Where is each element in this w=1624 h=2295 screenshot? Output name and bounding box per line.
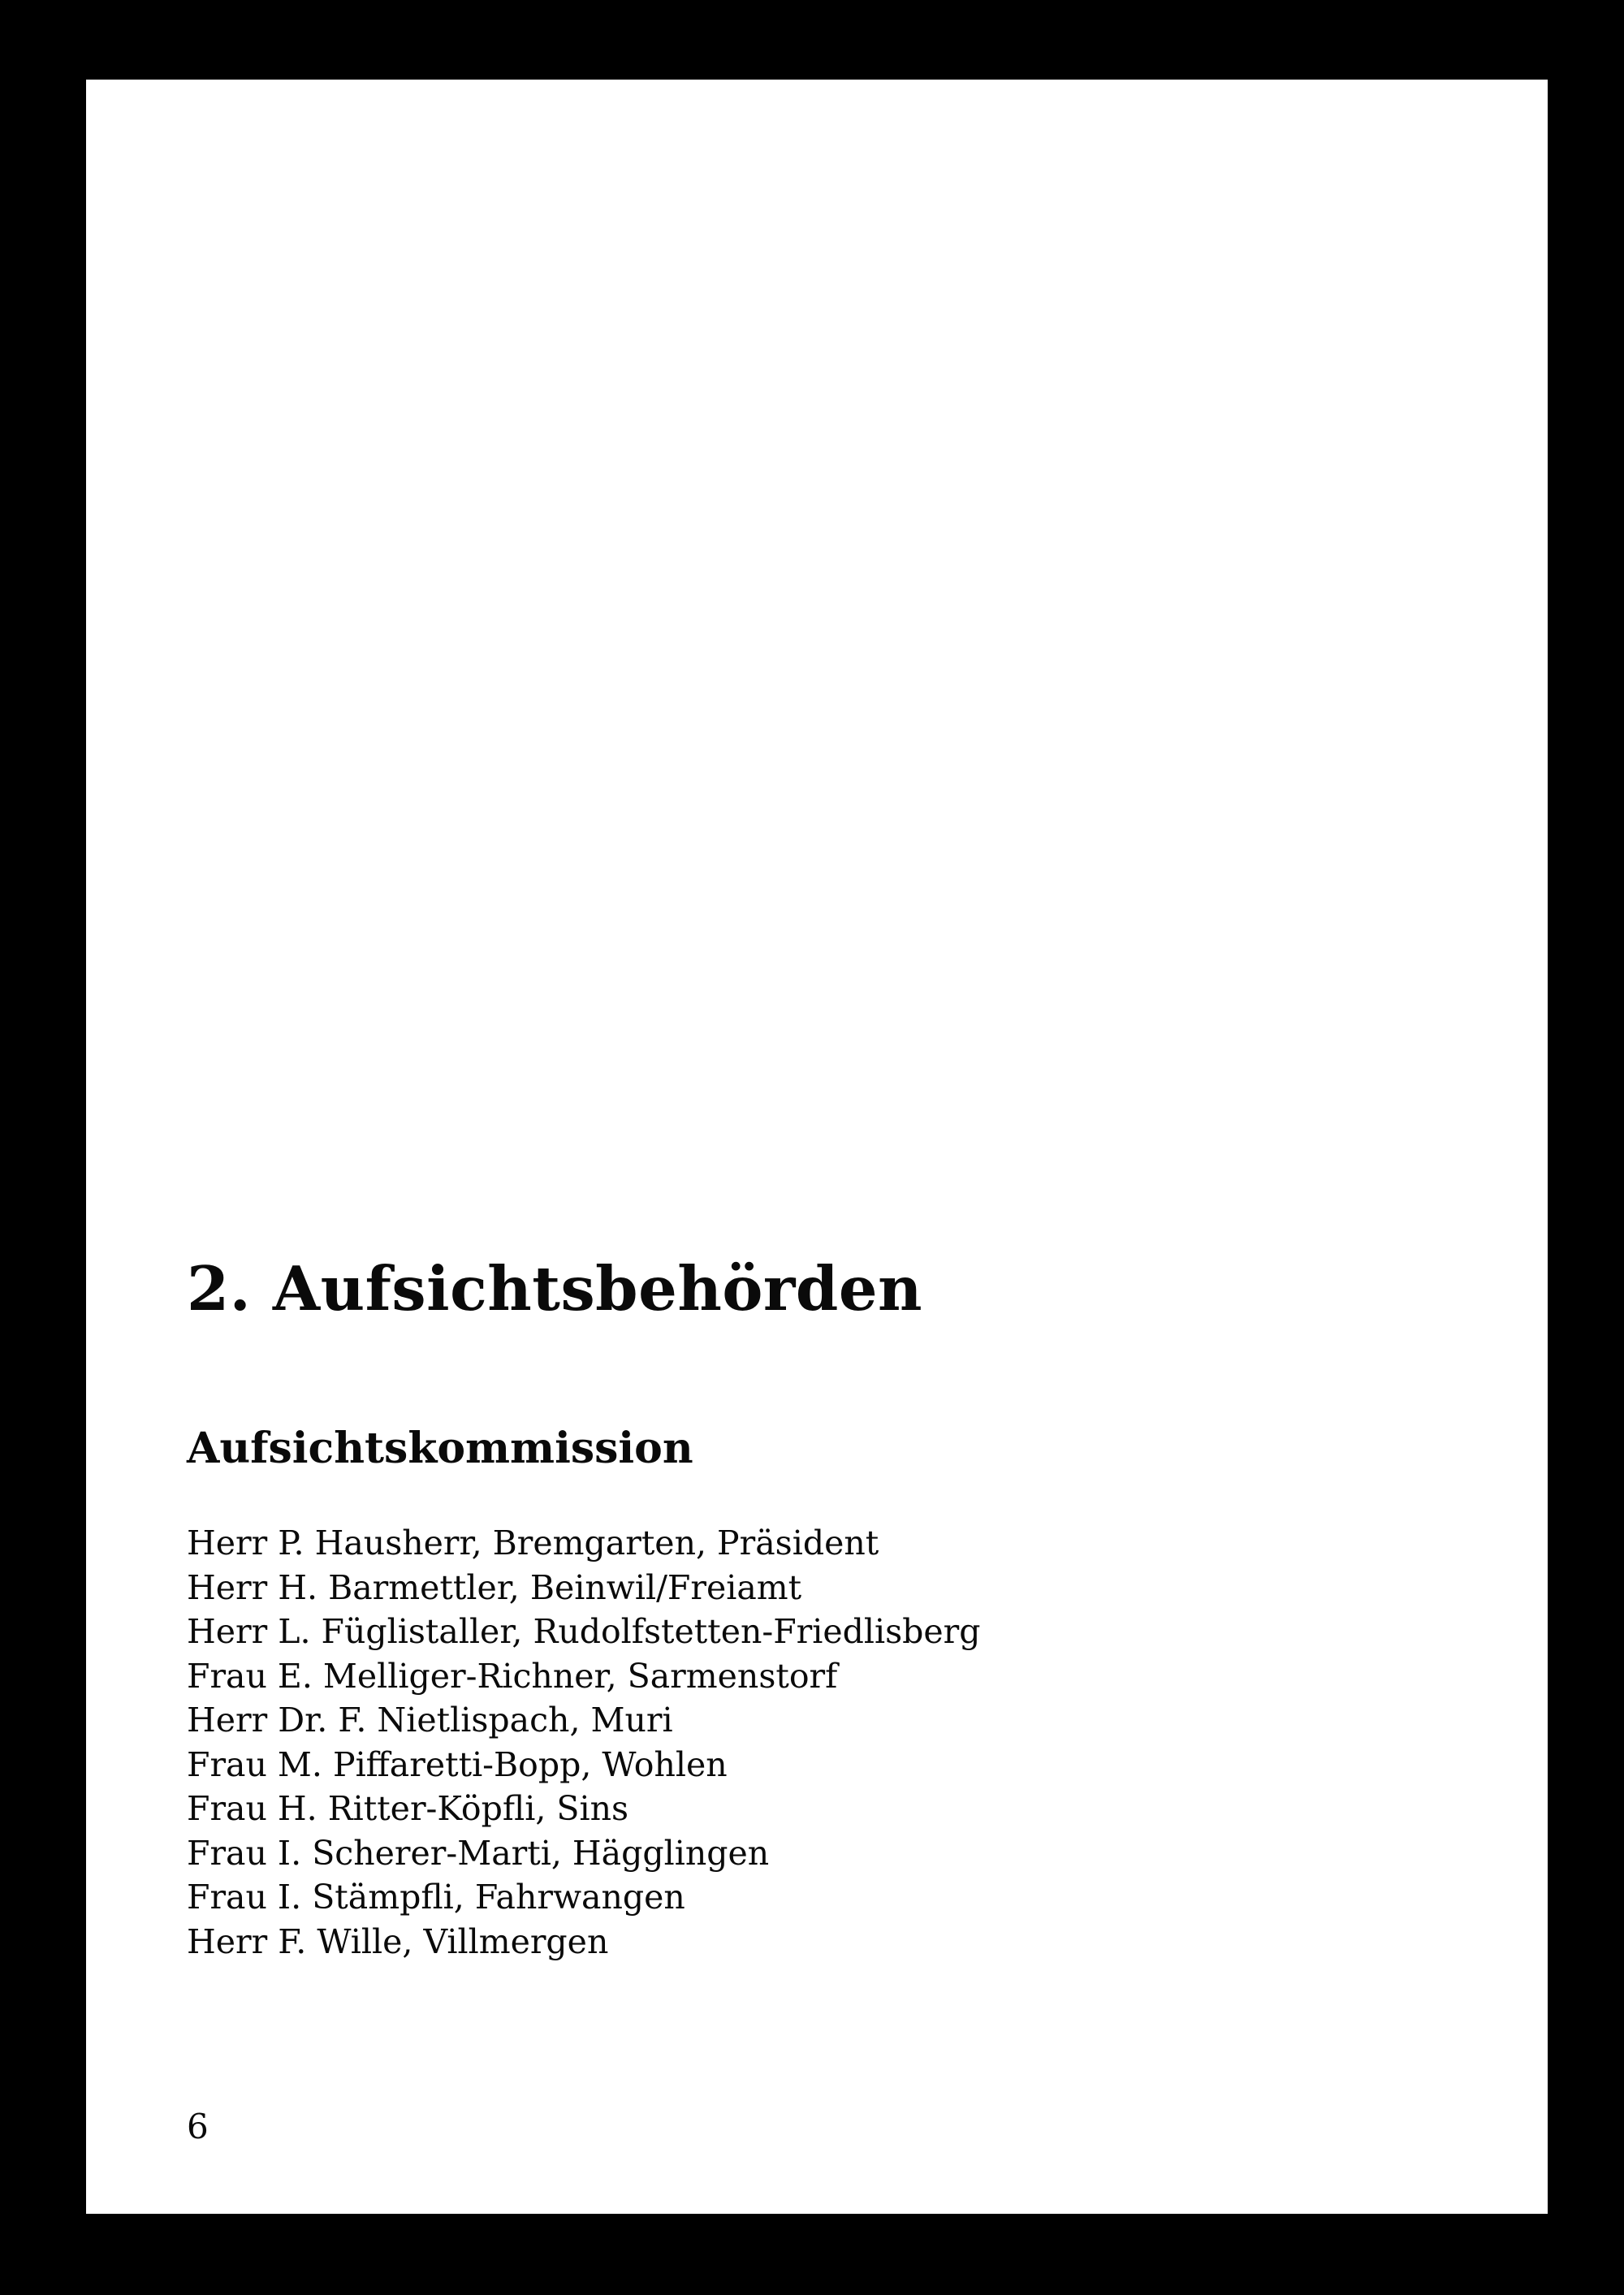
section-heading: 2. Aufsichtsbehörden — [187, 1253, 923, 1325]
member-list-item: Herr P. Hausherr, Bremgarten, Präsident — [187, 1524, 879, 1562]
member-list-item: Frau E. Melliger-Richner, Sarmenstorf — [187, 1656, 838, 1696]
subsection-heading: Aufsichtskommission — [187, 1424, 693, 1473]
page-number: 6 — [187, 2107, 209, 2146]
member-list-item: Herr L. Füglistaller, Rudolfstetten-Friedlisberg — [187, 1612, 981, 1651]
member-list-item: Herr H. Barmettler, Beinwil/Freiamt — [187, 1567, 802, 1607]
member-list-item: Frau I. Stämpfli, Fahrwangen — [187, 1878, 685, 1917]
member-list-item: Herr Dr. F. Nietlispach, Muri — [187, 1701, 673, 1740]
member-list-item: Frau H. Ritter-Köpfli, Sins — [187, 1789, 629, 1828]
document-page — [86, 80, 1548, 2214]
member-list-item: Frau I. Scherer-Marti, Hägglingen — [187, 1833, 770, 1873]
member-list — [187, 1521, 981, 1964]
member-list-item: Herr F. Wille, Villmergen — [187, 1921, 609, 1961]
member-list-item: Frau M. Piffaretti-Bopp, Wohlen — [187, 1744, 728, 1784]
